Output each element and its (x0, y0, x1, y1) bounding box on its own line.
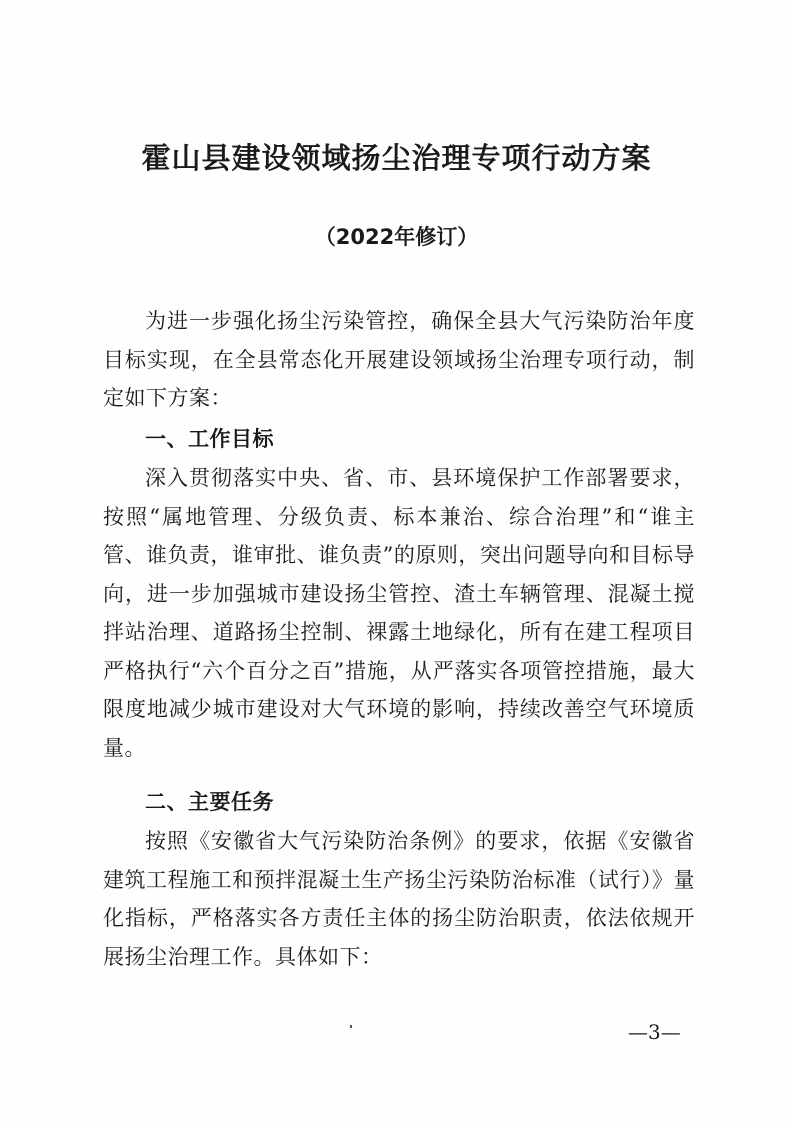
intro-paragraph: 为进一步强化扬尘污染管控，确保全县大气污染防治年度目标实现，在全县常态化开展建设领域扬尘治理专项行动，制定如下方案： (103, 309, 695, 410)
document-subtitle: （2022年修订） (314, 225, 479, 249)
section-heading-tasks: 二、主要任务 (145, 790, 274, 814)
section-heading-goals: 一、工作目标 (145, 427, 274, 451)
page-number: —3— (628, 1020, 681, 1044)
section-body-goals: 深入贯彻落实中央、省、市、县环境保护工作部署要求，按照“属地管理、分级负责、标本兼治、综合治理”和“谁主管、谁负责，谁审批、谁负责”的原则，突出问题导向和目标导向，进一步加强城市建设扬尘管控、渣土车辆管理、混凝土搅拌站治理、道路扬尘控制、裸露土地绿化，所有在建工程项目严格执行“六个百分之百”措施，从严落实各项管控措施，最大限度地减少城市建设对大气环境的影响，持续改善空气环境质量。 (103, 466, 695, 760)
document-title: 霍山县建设领域扬尘治理专项行动方案 (141, 141, 652, 175)
section-body-tasks: 按照《安徽省大气污染防治条例》的要求，依据《安徽省建筑工程施工和预拌混凝土生产扬尘污染防治标准（试行）》量化指标，严格落实各方责任主体的扬尘防治职责，依法依规开展扬尘治理工作。具体如下： (103, 829, 695, 969)
scan-speck (350, 1025, 352, 1028)
